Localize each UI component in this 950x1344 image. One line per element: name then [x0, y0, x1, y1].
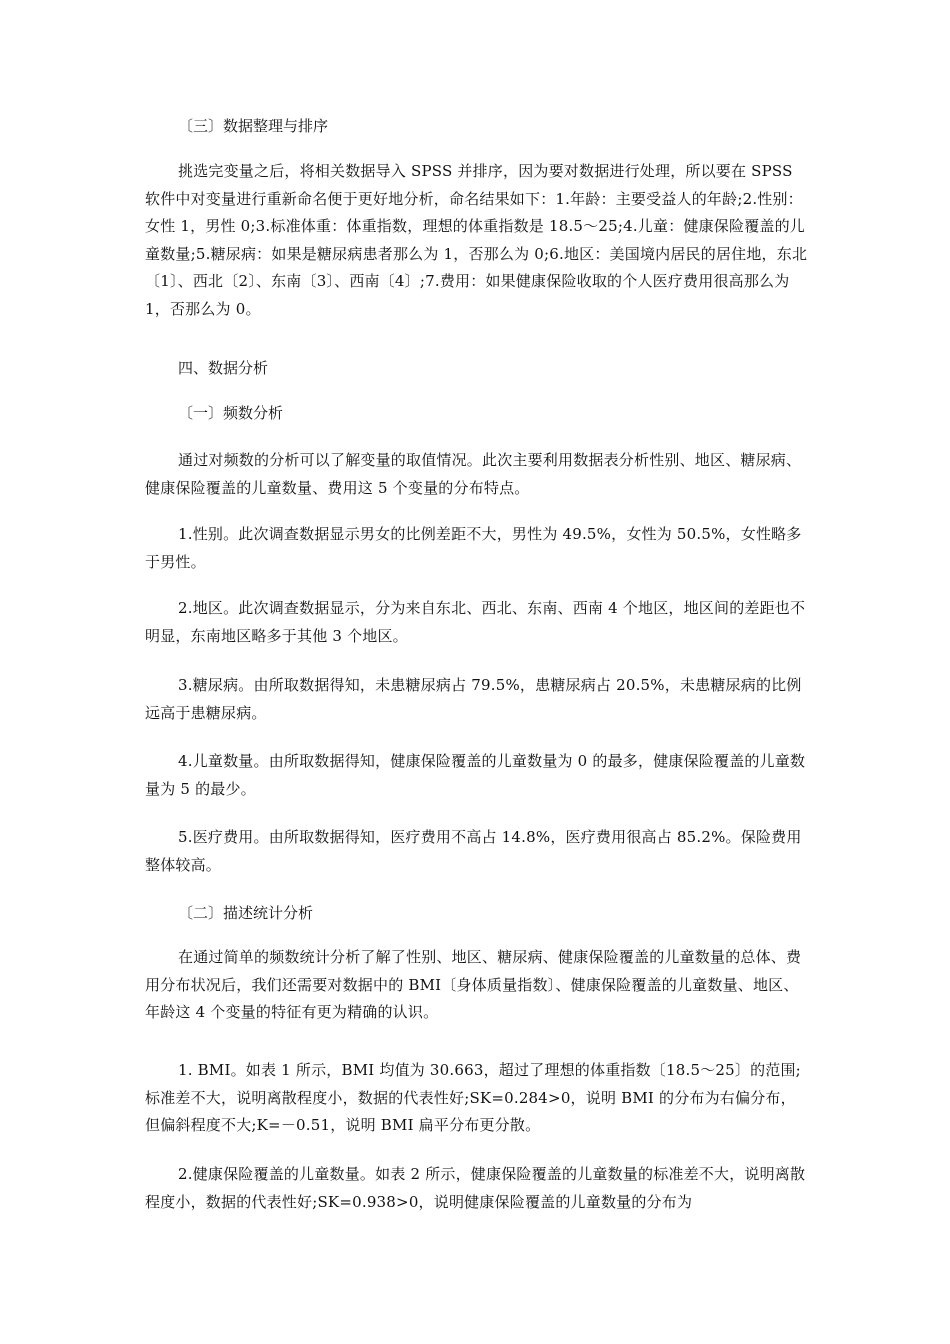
paragraph-bmi: [145, 1057, 810, 1140]
paragraph-text: 4.儿童数量。由所取数据得知，健康保险覆盖的儿童数量为 0 的最多，健康保险覆盖的儿童数量为 5 的最少。: [145, 752, 806, 798]
paragraph-text: 在通过简单的频数统计分析了解了性别、地区、糖尿病、健康保险覆盖的儿童数量的总体、费用分布状况后，我们还需要对数据中的 BMI〔身体质量指数〕、健康保险覆盖的儿童数量、地区、年龄这 4 个变量的特征有更为精确的认识。: [145, 948, 802, 1021]
paragraph-descriptive-intro: [145, 944, 810, 1027]
paragraph-region: [145, 595, 810, 650]
paragraph-text: 挑选完变量之后，将相关数据导入 SPSS 并排序，因为要对数据进行处理，所以要在 SPSS 软件中对变量进行重新命名便于更好地分析，命名结果如下：1.年龄：主要受益人的年龄;2.性别：女性 1，男性 0;3.标准体重：体重指数，理想的体重指数是 18.5～25;4.儿童：健康保险覆盖的儿童数量;5.糖尿病：如果是糖尿病患者那么为 1，否那么为 0;6.地区：美国境内居民的居住地，东北〔1〕、西北〔2〕、东南〔3〕、西南〔4〕;7.费用：如果健康保险收取的个人医疗费用很高那么为 1，否那么为 0。: [145, 162, 808, 318]
subsection-heading-frequency: 〔一〕频数分析: [178, 404, 284, 422]
paragraph-children-count: [145, 748, 810, 803]
paragraph-diabetes: [145, 672, 810, 727]
paragraph-text: 3.糖尿病。由所取数据得知，未患糖尿病占 79.5%，患糖尿病占 20.5%，未患糖尿病的比例远高于患糖尿病。: [145, 676, 802, 722]
paragraph-text: 1. BMI。如表 1 所示，BMI 均值为 30.663，超过了理想的体重指数〔18.5～25〕的范围;标准差不大，说明离散程度小，数据的代表性好;SK=0.284>0，说明 BMI 的分布为右偏分布，但偏斜程度不大;K=－0.51，说明 BMI 扁平分布更分散。: [145, 1061, 801, 1134]
paragraph-gender: [145, 521, 810, 576]
paragraph-text: 2.地区。此次调查数据显示，分为来自东北、西北、东南、西南 4 个地区，地区间的差距也不明显，东南地区略多于其他 3 个地区。: [145, 599, 806, 645]
paragraph-variable-renaming: [145, 158, 810, 338]
paragraph-text: 2.健康保险覆盖的儿童数量。如表 2 所示，健康保险覆盖的儿童数量的标准差不大，说明离散程度小，数据的代表性好;SK=0.938>0，说明健康保险覆盖的儿童数量的分布为: [145, 1165, 806, 1211]
subsection-heading-descriptive: 〔二〕描述统计分析: [178, 904, 314, 922]
paragraph-text: 5.医疗费用。由所取数据得知，医疗费用不高占 14.8%，医疗费用很高占 85.2%。保险费用整体较高。: [145, 828, 802, 874]
chapter-heading-data-analysis: 四、数据分析: [178, 359, 269, 377]
paragraph-text: 1.性别。此次调查数据显示男女的比例差距不大，男性为 49.5%，女性为 50.5%，女性略多于男性。: [145, 525, 802, 571]
paragraph-children-descriptive: [145, 1161, 810, 1216]
section-heading-data-sorting: 〔三〕数据整理与排序: [178, 117, 329, 135]
paragraph-medical-cost: [145, 824, 810, 879]
paragraph-frequency-intro: [145, 447, 810, 502]
paragraph-text: 通过对频数的分析可以了解变量的取值情况。此次主要利用数据表分析性别、地区、糖尿病、健康保险覆盖的儿童数量、费用这 5 个变量的分布特点。: [145, 451, 802, 497]
